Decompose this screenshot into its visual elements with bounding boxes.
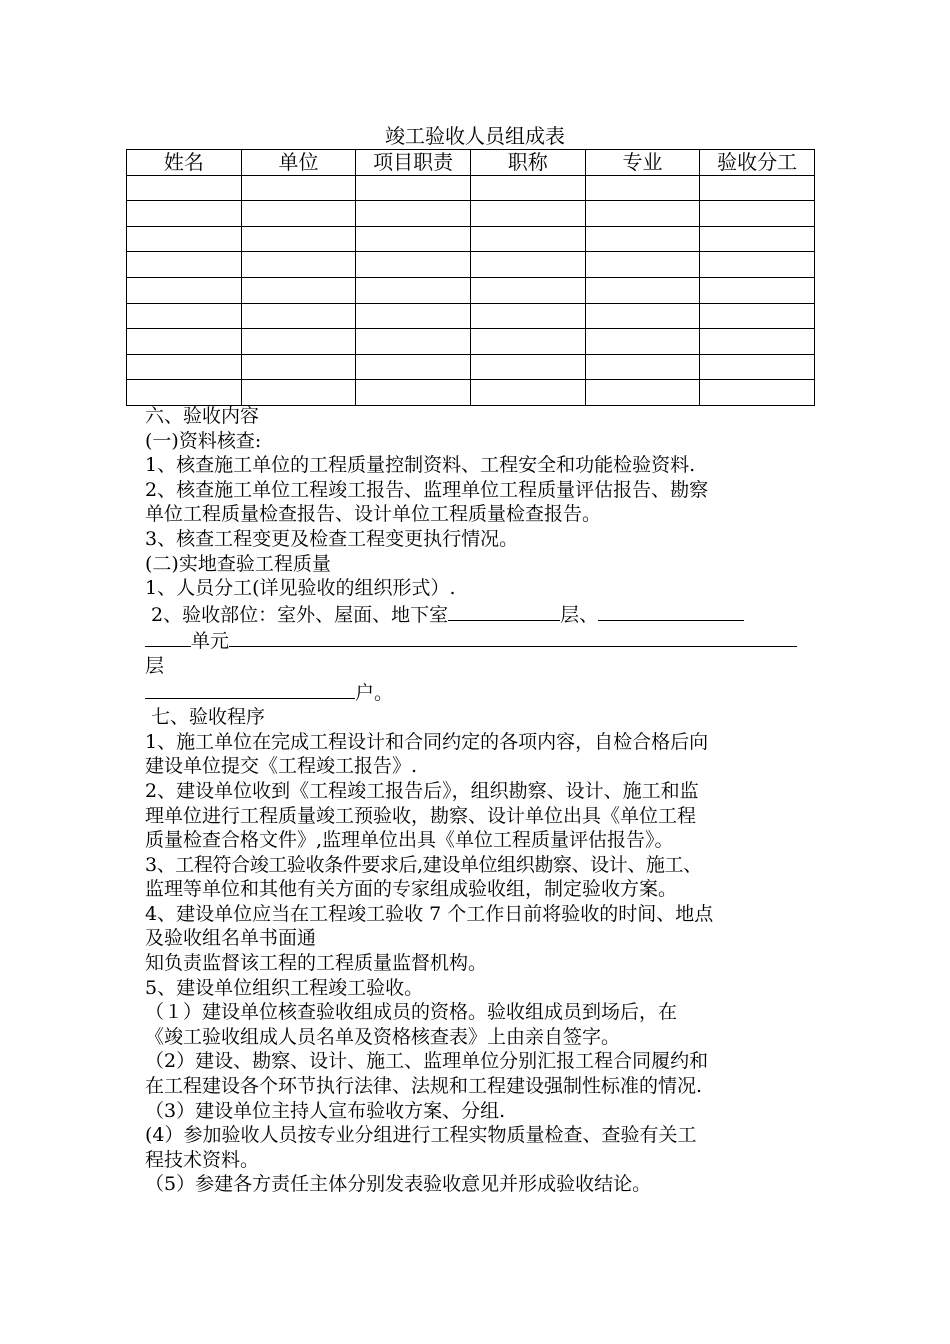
table-cell — [241, 354, 356, 380]
procedure-line: 知负责监督该工程的工程质量监督机构。 — [145, 952, 488, 975]
check-item-1: 1、核查施工单位的工程质量控制资料、工程安全和功能检验资料. — [145, 454, 696, 477]
procedure-line: 程技术资料。 — [145, 1148, 260, 1171]
table-cell — [700, 201, 815, 227]
procedure-line: 质量检查合格文件》,监理单位出具《单位工程质量评估报告》。 — [145, 829, 674, 852]
procedure-line: 1、施工单位在完成工程设计和合同约定的各项内容，自检合格后向 — [145, 730, 709, 753]
table-cell — [356, 303, 471, 329]
table-cell — [241, 380, 356, 406]
table-cell — [127, 329, 242, 355]
table-cell — [585, 380, 700, 406]
table-cell — [470, 277, 585, 303]
table-cell — [470, 226, 585, 252]
table-cell — [127, 226, 242, 252]
table-cell — [241, 329, 356, 355]
table-row — [127, 329, 815, 355]
table-cell — [356, 277, 471, 303]
table-cell — [127, 277, 242, 303]
field-item-2-floor-label: 层、 — [560, 603, 599, 626]
table-cell — [127, 252, 242, 278]
table-cell — [356, 329, 471, 355]
header-unit: 单位 — [241, 150, 356, 176]
table-cell — [241, 201, 356, 227]
table-cell — [700, 277, 815, 303]
table-cell — [700, 175, 815, 201]
table-cell — [470, 175, 585, 201]
table-row — [127, 380, 815, 406]
table-cell — [700, 380, 815, 406]
blank-floor-2 — [598, 601, 744, 621]
table-cell — [470, 329, 585, 355]
field-item-1: 1、人员分工(详见验收的组织形式）. — [145, 577, 456, 600]
procedure-line: （2）建设、勘察、设计、施工、监理单位分别汇报工程合同履约和 — [145, 1050, 709, 1073]
field-item-2-line-1 — [145, 601, 835, 628]
blank-floor-1 — [448, 601, 560, 621]
header-title: 职称 — [470, 150, 585, 176]
procedure-line: (4）参加验收人员按专业分组进行工程实物质量检查、查验有关工 — [145, 1124, 697, 1147]
procedure-line: 2、建设单位收到《工程竣工报告后》，组织勘察、设计、施工和监 — [145, 779, 699, 802]
field-item-2-line-2 — [145, 627, 835, 654]
table-cell — [700, 252, 815, 278]
field-item-2-text: 2、验收部位：室外、屋面、地下室 — [145, 603, 449, 626]
blank-unit — [229, 627, 797, 647]
table-cell — [241, 277, 356, 303]
table-title: 竣工验收人员组成表 — [385, 124, 565, 148]
table-row — [127, 354, 815, 380]
procedure-line: 4、建设单位应当在工程竣工验收 7 个工作日前将验收的时间、地点 — [145, 902, 714, 925]
procedure-line: （3）建设单位主持人宣布验收方案、分组. — [145, 1099, 506, 1122]
table-cell — [585, 303, 700, 329]
table-cell — [127, 303, 242, 329]
table-cell — [356, 354, 471, 380]
household-label: 户。 — [355, 681, 394, 704]
header-project-role: 项目职责 — [356, 150, 471, 176]
check-item-2-line-2: 单位工程质量检查报告、设计单位工程质量检查报告。 — [145, 503, 602, 526]
header-specialty: 专业 — [585, 150, 700, 176]
table-cell — [585, 252, 700, 278]
table-cell — [700, 329, 815, 355]
blank-unit-prefix — [145, 627, 191, 647]
document-body — [145, 404, 835, 1197]
procedure-line: 监理等单位和其他有关方面的专家组成验收组，制定验收方案。 — [145, 878, 678, 901]
table-cell — [356, 252, 471, 278]
table-cell — [585, 201, 700, 227]
blank-household — [145, 679, 355, 699]
table-cell — [127, 380, 242, 406]
acceptance-personnel-table — [126, 149, 815, 406]
procedure-line: 建设单位提交《工程竣工报告》. — [145, 755, 418, 778]
check-item-3: 3、核查工程变更及检查工程变更执行情况。 — [145, 527, 519, 550]
procedure-line: 在工程建设各个环节执行法律、法规和工程建设强制性标准的情况. — [145, 1075, 703, 1098]
procedure-line: 5、建设单位组织工程竣工验收。 — [145, 976, 424, 999]
table-header-row — [127, 150, 815, 176]
procedure-line: 理单位进行工程质量竣工预验收，勘察、设计单位出具《单位工程 — [145, 804, 697, 827]
table-cell — [700, 303, 815, 329]
table-cell — [585, 226, 700, 252]
subsection-field-inspection: (二)实地查验工程质量 — [145, 552, 331, 575]
table-cell — [356, 226, 471, 252]
procedure-line: （１）建设单位核查验收组成员的资格。验收组成员到场后，在 — [145, 1001, 678, 1024]
table-cell — [700, 226, 815, 252]
table-row — [127, 277, 815, 303]
table-cell — [127, 354, 242, 380]
procedure-line: 及验收组名单书面通 — [145, 927, 317, 950]
table-cell — [356, 380, 471, 406]
procedure-line: 《竣工验收组成人员名单及资格核查表》上由亲自签字。 — [145, 1025, 621, 1048]
table-cell — [127, 201, 242, 227]
table-cell — [585, 354, 700, 380]
table-cell — [241, 226, 356, 252]
table-cell — [585, 277, 700, 303]
table-row — [127, 201, 815, 227]
table-cell — [585, 329, 700, 355]
table-cell — [241, 252, 356, 278]
procedure-line: 3、工程符合竣工验收条件要求后,建设单位组织勘察、设计、施工、 — [145, 853, 702, 876]
subsection-document-check: (一)资料核查: — [145, 429, 262, 452]
section-7-heading: 七、验收程序 — [145, 706, 266, 729]
table-cell — [356, 201, 471, 227]
table-cell — [585, 175, 700, 201]
table-cell — [470, 354, 585, 380]
table-cell — [470, 252, 585, 278]
table-row — [127, 252, 815, 278]
table-cell — [241, 175, 356, 201]
field-item-2-line-4 — [145, 679, 835, 706]
table-row — [127, 303, 815, 329]
table-cell — [470, 380, 585, 406]
table-body — [127, 175, 815, 405]
header-name: 姓名 — [127, 150, 242, 176]
header-acceptance-duty: 验收分工 — [700, 150, 815, 176]
check-item-2-line-1: 2、核查施工单位工程竣工报告、监理单位工程质量评估报告、勘察 — [145, 478, 709, 501]
table-cell — [470, 303, 585, 329]
unit-label: 单元 — [191, 630, 230, 653]
table-cell — [127, 175, 242, 201]
table-cell — [470, 201, 585, 227]
table-cell — [356, 175, 471, 201]
field-item-2-line-3: 层 — [145, 654, 165, 677]
table-cell — [700, 354, 815, 380]
table-row — [127, 175, 815, 201]
procedure-line: （5）参建各方责任主体分别发表验收意见并形成验收结论。 — [145, 1173, 652, 1196]
table-row — [127, 226, 815, 252]
table-cell — [241, 303, 356, 329]
section-6-heading: 六、验收内容 — [145, 405, 260, 427]
